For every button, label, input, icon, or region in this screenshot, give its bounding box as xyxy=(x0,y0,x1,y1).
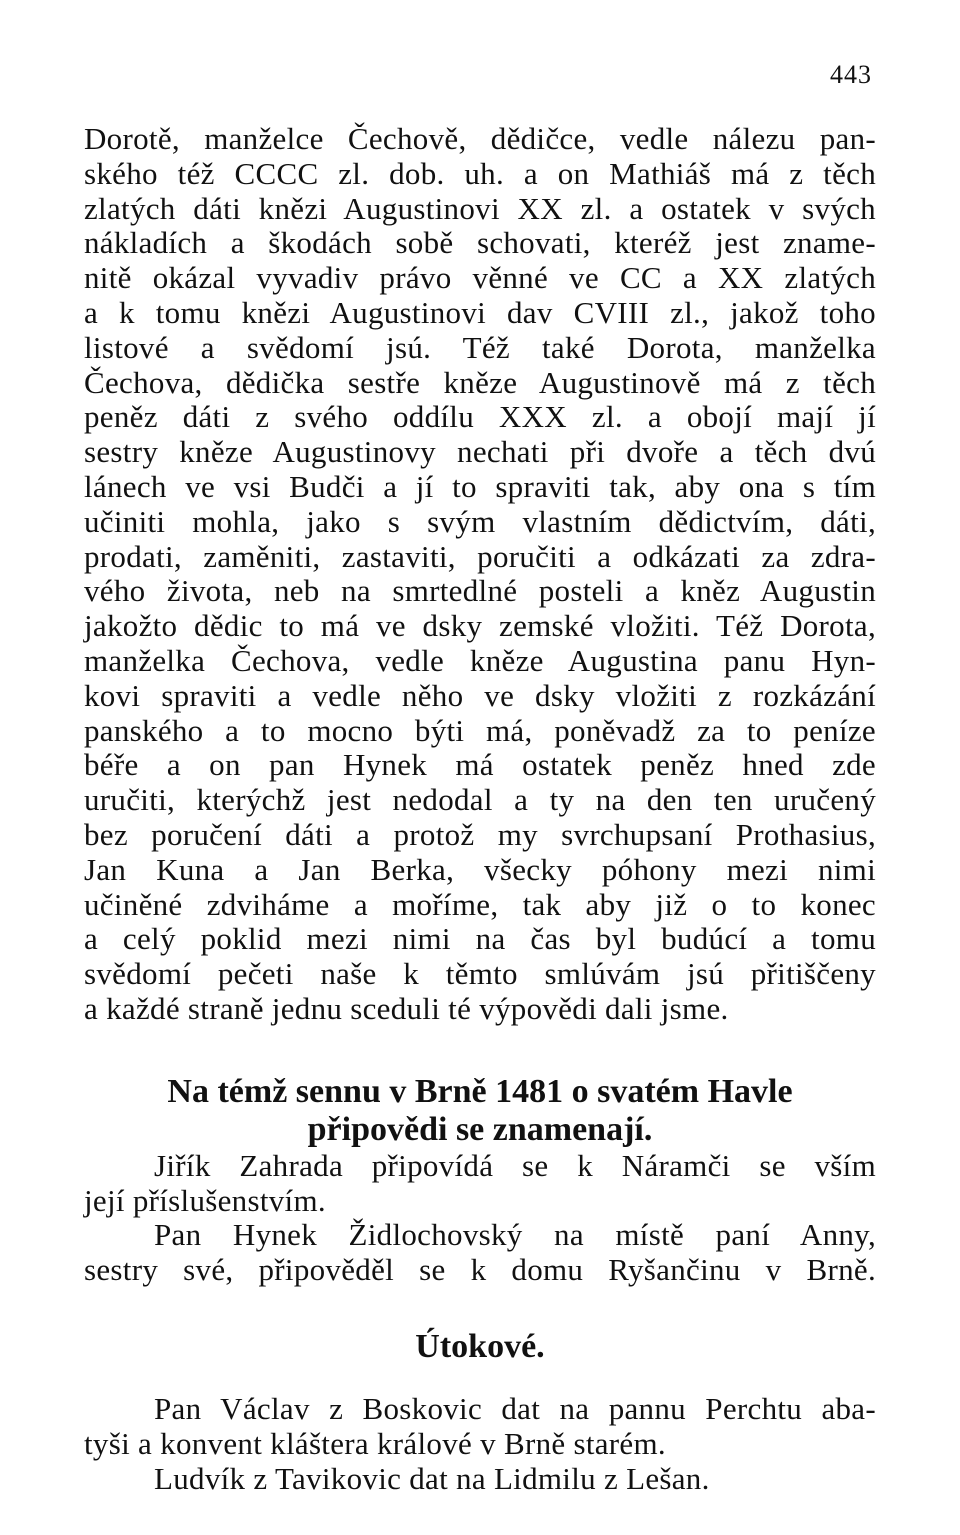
text-line: a celý poklid mezi nimi na čas byl budúcí a tomu xyxy=(84,921,876,957)
text-line: listové a svědomí jsú. Též také Dorota, manželka xyxy=(84,329,876,365)
page-body xyxy=(84,122,876,1496)
text-line: béře a on pan Hynek má ostatek peněz hned zde xyxy=(84,747,876,783)
text-line: Čechova, dědička sestře kněze Augustinově má z těch xyxy=(84,364,876,400)
text-line: panského a to mocno býti má, poněvadž za to peníze xyxy=(84,712,876,748)
paragraph-jirik-zahrada xyxy=(84,1149,876,1219)
text-line: Ludvík z Tavikovic dat na Lidmilu z Lešan. xyxy=(154,1460,710,1496)
text-line: prodati, zaměniti, zastaviti, poručiti a odkázati za zdra- xyxy=(84,538,876,574)
heading-line: Útokové. xyxy=(415,1327,545,1365)
text-line: svědomí pečeti naše k těmto smlúvám jsú přitiščeny xyxy=(84,956,876,992)
text-line: Jan Kuna a Jan Berka, všecky póhony mezi nimi xyxy=(84,851,876,887)
paragraph-pan-hynek xyxy=(84,1218,876,1288)
text-line: manželka Čechova, vedle kněze Augustina panu Hyn- xyxy=(84,642,876,678)
paragraph-pan-vaclav xyxy=(84,1392,876,1462)
page-number: 443 xyxy=(830,60,872,89)
text-line: sestry své, připověděl se k domu Ryšančinu v Brně. xyxy=(84,1252,876,1288)
text-line: uručiti, kterýchž jest nedodal a ty na den ten uručený xyxy=(84,782,876,818)
heading-line: Na témž sennu v Brně 1481 o svatém Havle xyxy=(167,1072,793,1110)
text-line: zlatých dáti knězi Augustinovi XX zl. a ostatek v svých xyxy=(84,190,876,226)
text-line: Pan Hynek Židlochovský na místě paní Anny, xyxy=(154,1217,876,1253)
heading-line: připovědi se znamenají. xyxy=(307,1110,653,1148)
text-line: peněz dáti z svého oddílu XXX zl. a obojí mají jí xyxy=(84,399,876,435)
text-line: Jiřík Zahrada připovídá se k Náramči se vším xyxy=(154,1147,876,1183)
continuation-paragraph xyxy=(84,122,876,1027)
text-line: učiniti mohla, jako s svým vlastním dědictvím, dáti, xyxy=(84,503,876,539)
text-line: lánech ve vsi Budči a jí to spraviti tak, aby ona s tím xyxy=(84,468,876,504)
text-line: nitě okázal vyvadiv právo věnné ve CC a XX zlatých xyxy=(84,260,876,296)
section-heading-pripovedi xyxy=(84,1073,876,1149)
text-line: kovi spraviti a vedle něho ve dsky vložiti z rozkázání xyxy=(84,677,876,713)
text-line: ského též CCCC zl. dob. uh. a on Mathiáš má z těch xyxy=(84,155,876,191)
text-line: sestry kněze Augustinovy nechati při dvoře a těch dvú xyxy=(84,434,876,470)
text-line: Pan Václav z Boskovic dat na pannu Perchtu aba- xyxy=(154,1390,876,1426)
text-line: a každé straně jednu sceduli té výpovědi dali jsme. xyxy=(84,990,729,1026)
text-line: a k tomu knězi Augustinovi dav CVIII zl., jakož toho xyxy=(84,294,876,330)
text-line: učiněné zdviháme a moříme, tak aby již o to konec xyxy=(84,886,876,922)
text-line: Dorotě, manželce Čechově, dědičce, vedle nálezu pan- xyxy=(84,121,876,156)
text-line: její příslušenstvím. xyxy=(84,1182,326,1218)
text-line: vého života, neb na smrtedlné posteli a kněz Augustin xyxy=(84,573,876,609)
text-line: tyši a konvent kláštera králové v Brně starém. xyxy=(84,1425,666,1461)
text-line: bez poručení dáti a protož my svrchupsaní Prothasius, xyxy=(84,816,876,852)
text-line: nákladích a škodách sobě schovati, kteréž jest zname- xyxy=(84,225,876,261)
section-heading-utokove xyxy=(84,1328,876,1366)
text-line: jakožto dědic to má ve dsky zemské vložiti. Též Dorota, xyxy=(84,608,876,644)
paragraph-ludvik xyxy=(84,1462,876,1497)
